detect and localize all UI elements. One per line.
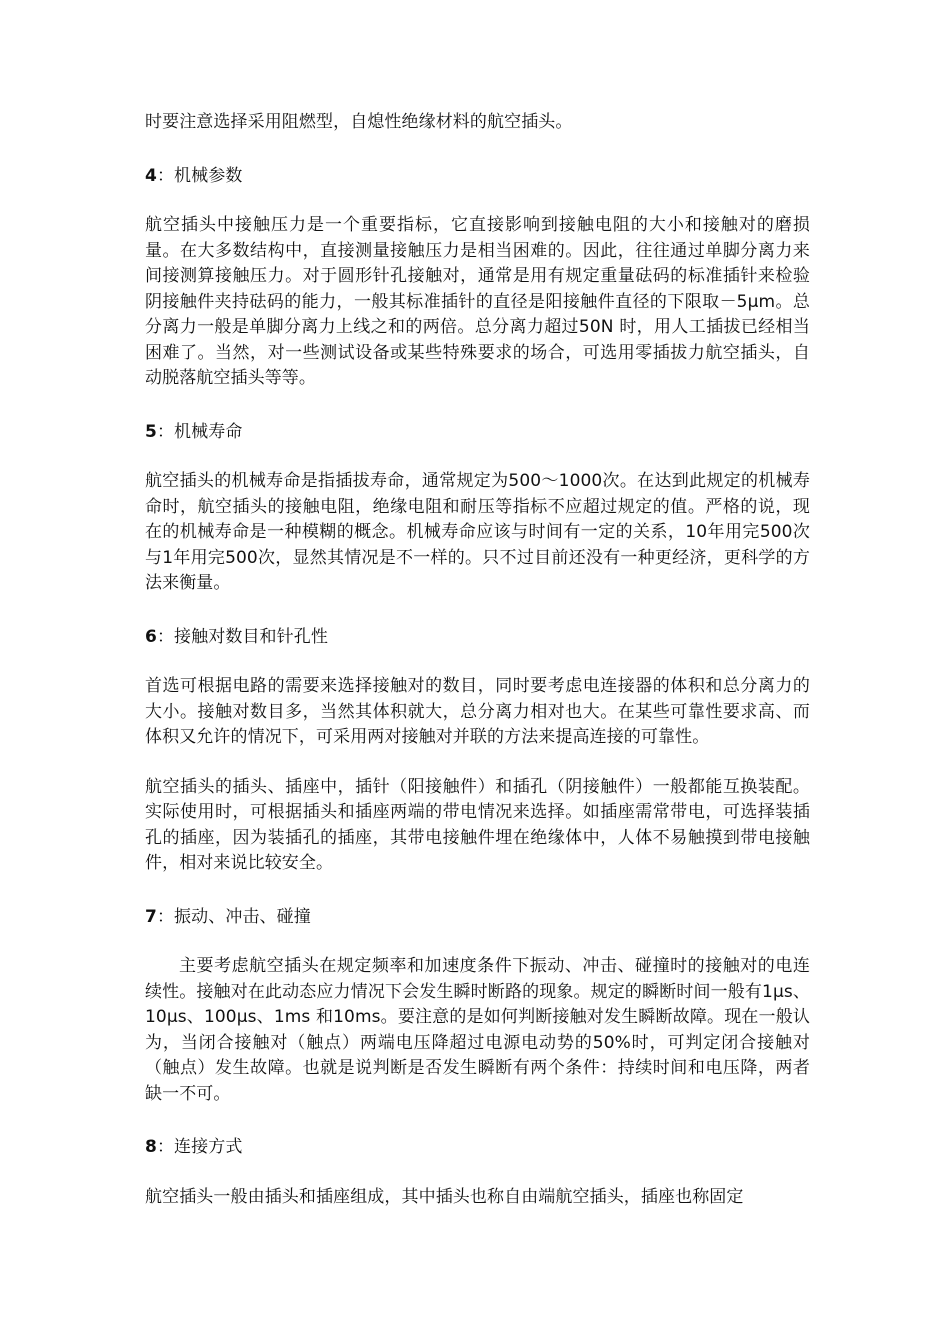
paragraph: 航空插头的机械寿命是指插拔寿命，通常规定为500～1000次。在达到此规定的机械寿命时，航空插头的接触电阻，绝缘电阻和耐压等指标不应超过规定的值。严格的说，现在的机械寿命是一种模糊的概念。机械寿命应该与时间有一定的关系，10年用完500次与1年用完500次，显然其情况是不一样的。只不过目前还没有一种更经济，更科学的方法来衡量。 <box>145 471 810 593</box>
section-6 <box>145 625 810 877</box>
section-number: 5 <box>145 421 157 442</box>
paragraph: 航空插头一般由插头和插座组成，其中插头也称自由端航空插头，插座也称固定 <box>145 1186 744 1207</box>
section-7 <box>145 905 810 1108</box>
paragraph: 航空插头中接触压力是一个重要指标，它直接影响到接触电阻的大小和接触对的磨损量。在大多数结构中，直接测量接触压力是相当困难的。因此，往往通过单脚分离力来间接测算接触压力。对于圆形针孔接触对，通常是用有规定重量砝码的标准插针来检验阴接触件夹持砝码的能力，一般其标准插针的直径是阳接触件直径的下限取－5μm。总分离力一般是单脚分离力上线之和的两倍。总分离力超过50N 时，用人工插拔已经相当困难了。当然，对一些测试设备或某些特殊要求的场合，可选用零插拔力航空插头，自动脱落航空插头等等。 <box>145 215 810 388</box>
section-title: 振动、冲击、碰撞 <box>174 906 311 927</box>
section-heading <box>145 164 810 190</box>
section-8 <box>145 1135 810 1210</box>
section-number: 6 <box>145 626 157 647</box>
section-heading <box>145 1135 810 1161</box>
section-number: 4 <box>145 165 157 186</box>
section-separator: ： <box>156 626 175 647</box>
section-heading <box>145 905 810 931</box>
section-title: 机械寿命 <box>174 421 243 442</box>
section-separator: ： <box>156 1137 175 1157</box>
paragraph-gap <box>145 751 810 775</box>
paragraph: 航空插头的插头、插座中，插针（阳接触件）和插孔（阴接触件）一般都能互换装配。实际使用时，可根据插头和插座两端的带电情况来选择。如插座需常带电，可选择装插孔的插座，因为装插孔的插座，其带电接触件埋在绝缘体中，人体不易触摸到带电接触件，相对来说比较安全。 <box>145 776 810 873</box>
paragraph: 主要考虑航空插头在规定频率和加速度条件下振动、冲击、碰撞时的接触对的电连续性。接触对在此动态应力情况下会发生瞬时断路的现象。规定的瞬断时间一般有1μs、10μs、100μs、1ms 和10ms。要注意的是如何判断接触对发生瞬断故障。现在一般认为，当闭合接触对（触点）两端电压降超过电源电动势的50%时，可判定闭合接触对（触点）发生故障。也就是说判断是否发生瞬断有两个条件：持续时间和电压降，两者缺一不可。 <box>145 956 810 1104</box>
section-separator: ： <box>156 421 175 442</box>
section-5 <box>145 420 810 597</box>
section-number: 7 <box>145 906 157 927</box>
section-heading <box>145 420 810 446</box>
section-separator: ： <box>156 165 175 186</box>
section-title: 连接方式 <box>174 1137 243 1157</box>
section-separator: ： <box>156 906 175 927</box>
lead-line: 时要注意选择采用阻燃型，自熄性绝缘材料的航空插头。 <box>145 112 573 132</box>
section-4 <box>145 164 810 392</box>
section-title: 机械参数 <box>174 165 243 186</box>
section-heading <box>145 625 810 651</box>
paragraph: 首选可根据电路的需要来选择接触对的数目，同时要考虑电连接器的体积和总分离力的大小。接触对数目多，当然其体积就大，总分离力相对也大。在某些可靠性要求高、而体积又允许的情况下，可采用两对接触对并联的方法来提高连接的可靠性。 <box>145 676 810 747</box>
section-number: 8 <box>145 1137 157 1157</box>
section-title: 接触对数目和针孔性 <box>174 626 328 647</box>
